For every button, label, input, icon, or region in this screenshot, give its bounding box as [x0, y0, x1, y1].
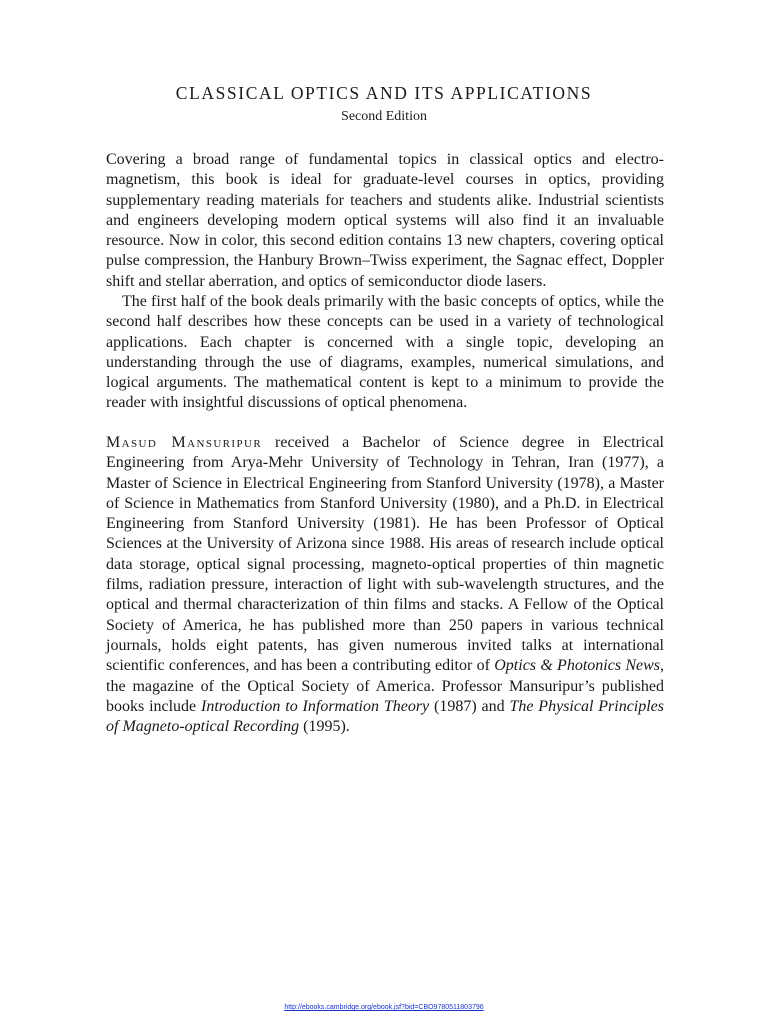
author-bio-text-1: received a Bachelor of Science degree in Electrical Engineering from Arya-Mehr University of Technology in Tehran, Iran (1977), a Master of Science in Electrical Engineering from Stanford University (1978), a Master of Science in Mathematics from Stanford University (1980), and a Ph.D. in Electrical Engineering from Stanford University (1981). He has been Professor of Optical Sciences at the University of Arizona since 1988. His areas of research include optical data storage, optical signal processing, magneto-optical properties of thin magnetic films, radiation pressure, interaction of light with sub-wavelength structures, and the optical and thermal characterization of thin films and stacks. A Fellow of the Optical Society of America, he has published more than 250 papers in various technical journals, holds eight patents, has given numerous invited talks at international scientific conferences, and has been a contributing editor of	[106, 434, 665, 675]
book-title-italic-1: Introduction to Information Theory	[201, 697, 430, 715]
footer-link[interactable]: http://ebooks.cambridge.org/ebook.jsf?bid=CBO9780511803796	[284, 1004, 484, 1011]
book-title: CLASSICAL OPTICS AND ITS APPLICATIONS	[175, 83, 593, 103]
edition-label: Second Edition	[341, 109, 427, 124]
journal-title-italic: Optics & Photonics News	[494, 657, 661, 675]
book-title-italic-2: The Physical Principles of Magneto-optical Recording	[106, 697, 665, 736]
author-bio-text-2: , the magazine of the Optical Society of America. Professor Mansuripur’s published books include	[106, 657, 665, 715]
author-name: Masud Mansuripur	[106, 434, 263, 451]
author-bio-paragraph	[106, 433, 664, 737]
author-bio-text-3: (1987) and	[429, 697, 510, 715]
description-paragraph-1: Covering a broad range of fundamental topics in classical optics and electro-magnetism, this book is ideal for graduate-level courses in optics, providing supplementary reading materials for teachers and students alike. Industrial scientists and engineers developing modern optical systems will also find it an invaluable resource. Now in color, this second edition contains 13 new chapters, covering optical pulse compression, the Hanbury Brown–Twiss experiment, the Sagnac effect, Doppler shift and stellar aberration, and optics of semiconductor diode lasers.	[106, 151, 664, 290]
footer	[0, 1003, 768, 1013]
description-paragraph-2: The first half of the book deals primarily with the basic concepts of optics, while the second half describes how these concepts can be used in a variety of technological applications. Each chapter is concerned with a single topic, developing an understanding through the use of diagrams, examples, numerical simulations, and logical arguments. The mathematical content is kept to a minimum to provide the reader with insightful discussions of optical phenomena.	[106, 293, 664, 412]
author-bio-text-4: (1995).	[299, 718, 350, 736]
